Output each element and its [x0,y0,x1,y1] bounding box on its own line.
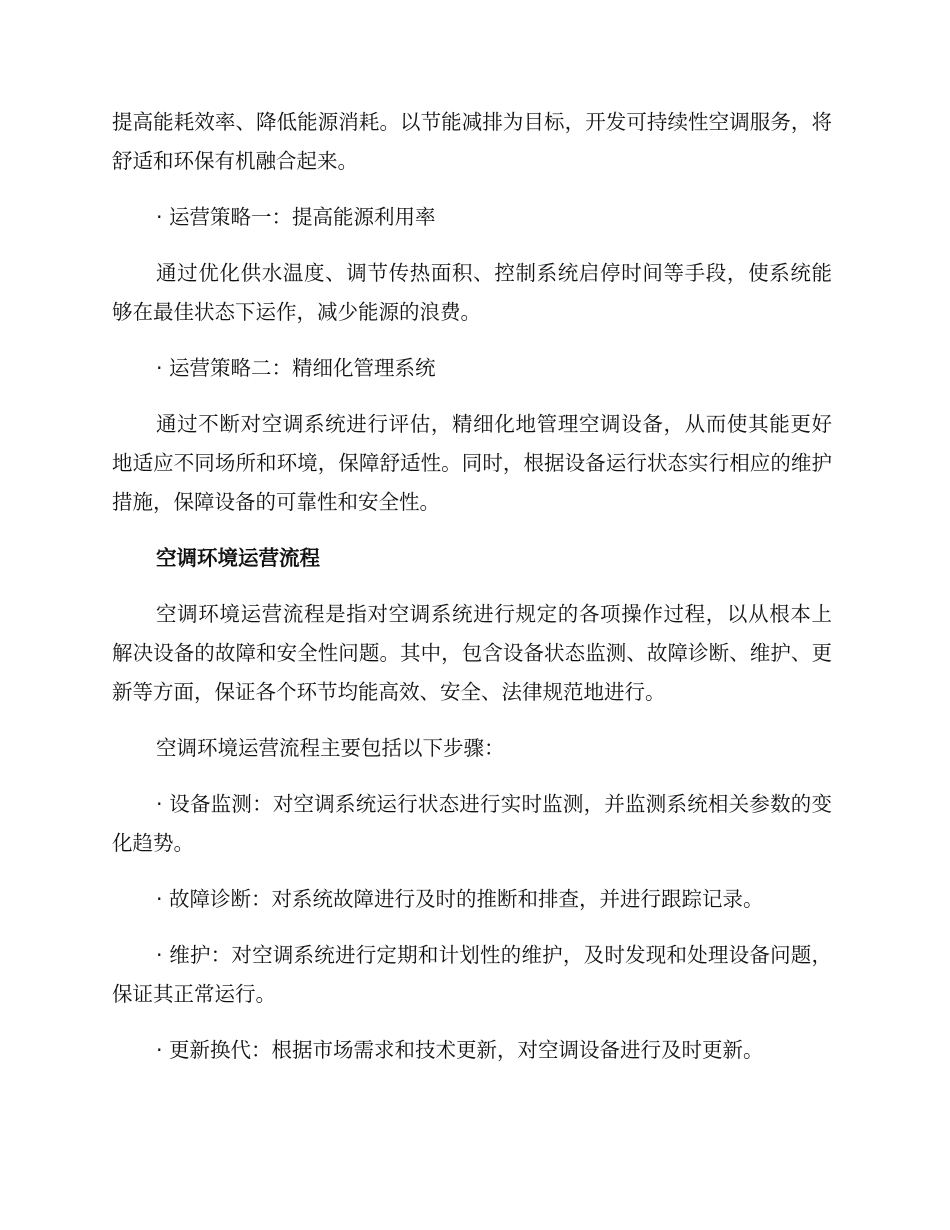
bullet-strategy-one: · 运营策略一：提高能源利用率 [156,205,436,229]
bullet-step-monitoring: · 设备监测：对空调系统运行状态进行实时监测，并监测系统相关参数的变化趋势。 [112,792,832,855]
bullet-step-replacement: · 更新换代：根据市场需求和技术更新，对空调设备进行及时更新。 [156,1038,764,1062]
section-heading-operation-process: 空调环境运营流程 [156,546,320,570]
bullet-step-diagnosis: · 故障诊断：对系统故障进行及时的推断和排查，并进行跟踪记录。 [156,887,764,911]
paragraph-energy-efficiency-continued: 提高能耗效率、降低能源消耗。以节能减排为目标，开发可持续性空调服务，将舒适和环保有机融合起来。 [112,110,832,173]
bullet-strategy-two: · 运营策略二：精细化管理系统 [156,356,436,380]
paragraph-process-steps-intro: 空调环境运营流程主要包括以下步骤： [156,736,505,760]
paragraph-process-definition: 空调环境运营流程是指对空调系统进行规定的各项操作过程，以从根本上解决设备的故障和安全性问题。其中，包含设备状态监测、故障诊断、维护、更新等方面，保证各个环节均能高效、安全、法律规范地进行。 [112,602,832,704]
document-body [112,103,832,1087]
paragraph-strategy-two-detail: 通过不断对空调系统进行评估，精细化地管理空调设备，从而使其能更好地适应不同场所和环境，保障舒适性。同时，根据设备运行状态实行相应的维护措施，保障设备的可靠性和安全性。 [112,412,832,514]
paragraph-strategy-one-detail: 通过优化供水温度、调节传热面积、控制系统启停时间等手段，使系统能够在最佳状态下运作，减少能源的浪费。 [112,261,832,324]
bullet-step-maintenance: · 维护：对空调系统进行定期和计划性的维护，及时发现和处理设备问题，保证其正常运行。 [112,943,832,1006]
